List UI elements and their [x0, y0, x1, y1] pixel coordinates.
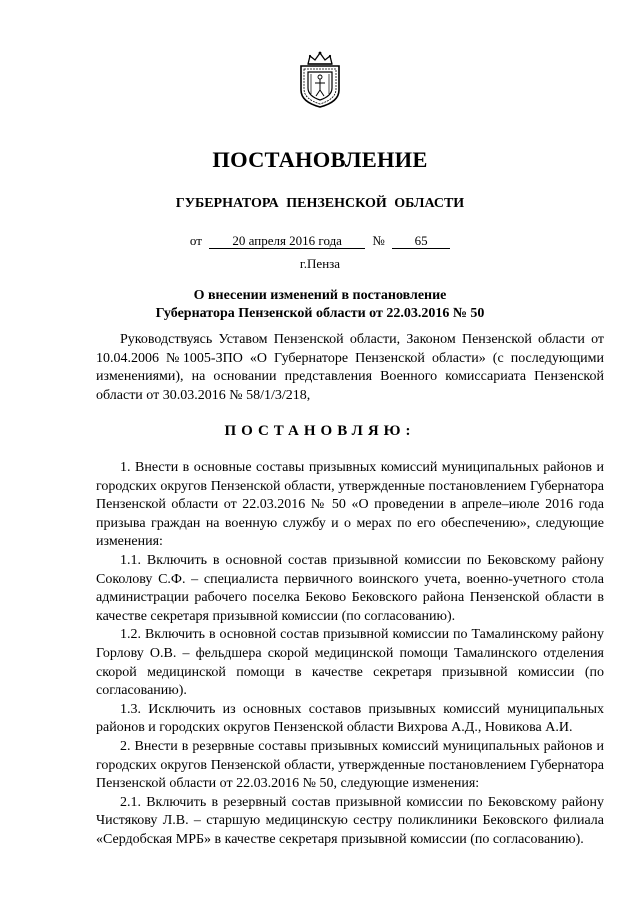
- document-title: ПОСТАНОВЛЕНИЕ: [212, 147, 428, 172]
- document-city: г.Пенза: [299, 256, 341, 271]
- document-subtitle: ГУБЕРНАТОРА ПЕНЗЕНСКОЙ ОБЛАСТИ: [175, 196, 465, 211]
- number-prefix: №: [372, 233, 385, 248]
- decree-item: 1.1. Включить в основной состав призывной комиссии по Бековскому району Соколову С.Ф. – специалиста первичного воинского учета, военно-учетного стола администрации рабочего поселка Беково Бековского района Пензенской области в качестве секретаря призывной комиссии (по согласованию).: [96, 552, 604, 624]
- heading-line: Губернатора Пензенской области от 22.03.2016 № 50: [155, 306, 485, 321]
- document-heading: [0, 287, 640, 323]
- decree-item: 2.1. Включить в резервный состав призывной комиссии по Бековскому району Чистякову Л.В. – старшую медицинскую сестру поликлиники Бековского филиала «Сердобская МРБ» в качестве секретаря призывной комиссии (по согласованию).: [96, 794, 604, 847]
- heading-line: О внесении изменений в постановление: [193, 288, 447, 303]
- decree-item: 2. Внести в резервные составы призывных комиссий муниципальных районов и городских округов Пензенской области, утвержденные постановлением Губернатора Пензенской области от 22.03.2016 № 50, следующие изменения:: [96, 738, 604, 792]
- decree-word: ПОСТАНОВЛЯЮ:: [224, 423, 416, 439]
- date-number-line: [0, 233, 640, 249]
- decree-item: 1.2. Включить в основной состав призывной комиссии по Тамалинскому району Горлову О.В. – фельдшера скорой медицинской помощи Тамалинского отделения скорой медицинской помощи в качестве секретаря призывной комиссии (по согласованию).: [96, 627, 604, 699]
- intro-block: [96, 331, 604, 405]
- decree-item: 1. Внести в основные составы призывных комиссий муниципальных районов и городских округов Пензенской области, утвержденные постановлением Губернатора Пензенской области от 22.03.2016 № 50 «О проведении в апреле–июле 2016 года призыва граждан на военную службу и о мерах по его обеспечению», следующие изменения:: [96, 460, 604, 550]
- document-date: 20 апреля 2016 года: [209, 234, 365, 249]
- decree-items: [96, 459, 604, 849]
- intro-paragraph: Руководствуясь Уставом Пензенской области, Законом Пензенской области от 10.04.2006 №1005-ЗПО «О Губернаторе Пензенской области» (с последующими изменениями), на основании представления Военного комиссариата Пензенской области от 30.03.2016 № 58/1/3/218,: [96, 332, 604, 403]
- coat-of-arms-icon: [296, 50, 344, 108]
- date-prefix: от: [189, 233, 202, 248]
- decree-item: 1.3. Исключить из основных составов призывных комиссий муниципальных районов и городских округов Пензенской области Вихрова А.Д., Новикова А.И.: [96, 701, 604, 736]
- document-number: 65: [392, 234, 450, 249]
